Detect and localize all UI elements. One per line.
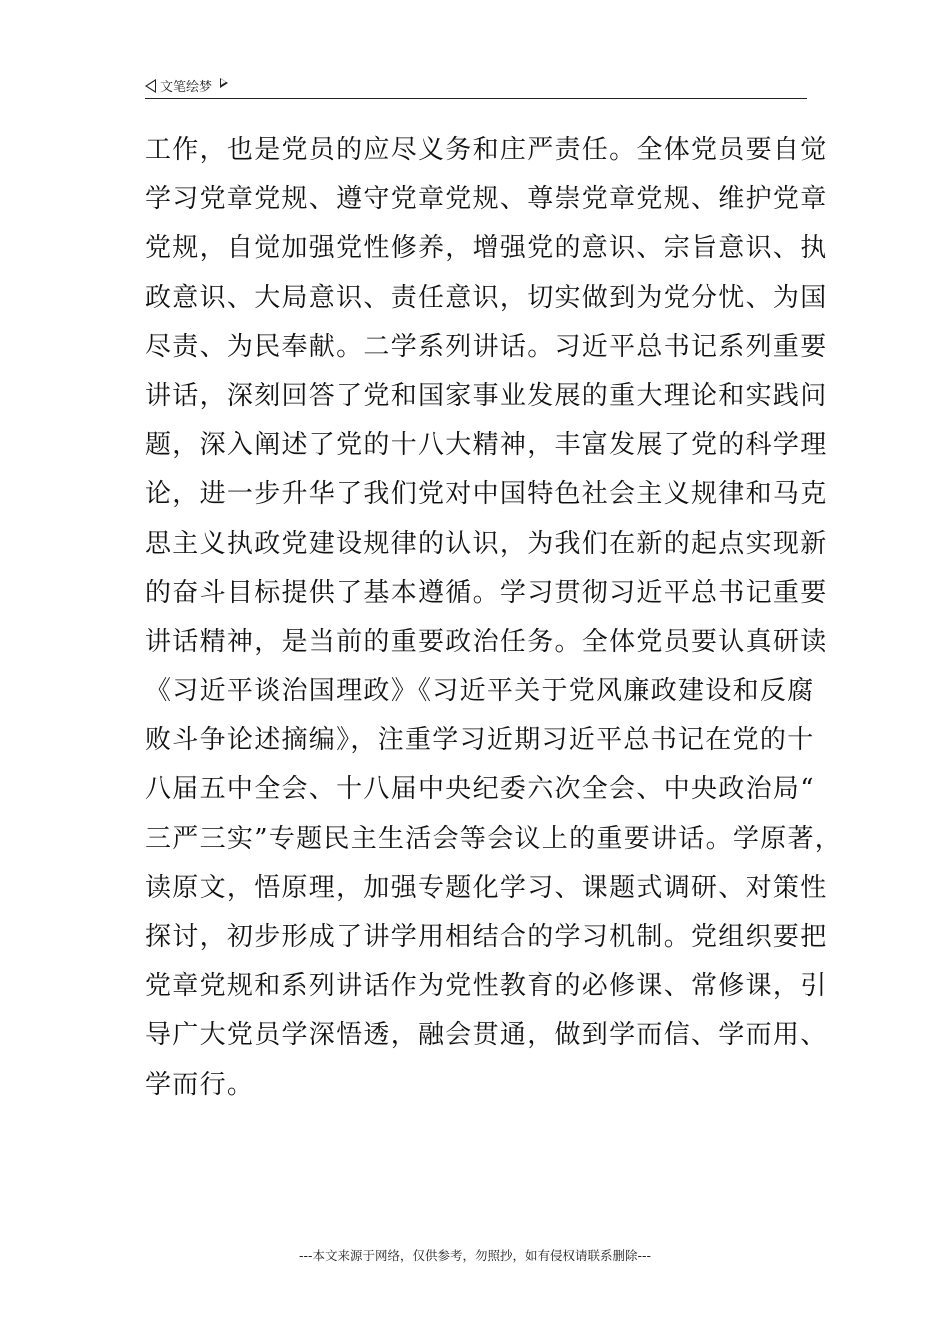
text-line: 尽责、为民奉献。二学系列讲话。习近平总书记系列重要: [145, 331, 828, 362]
text-line: 学习党章党规、遵守党章党规、尊崇党章党规、维护党章: [145, 184, 828, 215]
text-line: 讲话，深刻回答了党和国家事业发展的重大理论和实践问: [145, 380, 828, 411]
text-line: 八届五中全会、十八届中央纪委六次全会、中央政治局“: [145, 774, 815, 805]
text-line: 政意识、大局意识、责任意识，切实做到为党分忧、为国: [145, 282, 828, 313]
text-line: 学而行。: [145, 1069, 255, 1100]
header-title: 文笔绘梦: [160, 80, 213, 95]
text-line: 探讨，初步形成了讲学用相结合的学习机制。党组织要把: [145, 922, 828, 952]
text-line: 读原文，悟原理，加强专题化学习、课题式调研、对策性: [145, 872, 828, 903]
page-footer: ---本文来源于网络，仅供参考，勿照抄，如有侵权请联系删除---: [298, 1248, 652, 1263]
text-line: 论，进一步升华了我们党对中国特色社会主义规律和马克: [145, 479, 828, 510]
text-line: 党规，自觉加强党性修养，增强党的意识、宗旨意识、执: [145, 233, 828, 264]
left-triangle-icon: [145, 79, 156, 93]
text-line: 党章党规和系列讲话作为党性教育的必修课、常修课，引: [145, 971, 828, 1002]
text-line: 工作，也是党员的应尽义务和庄严责任。全体党员要自觉: [145, 135, 828, 165]
right-triangle-icon: [220, 78, 228, 88]
document-body: [145, 126, 843, 1110]
text-line: 导广大党员学深悟透，融会贯通，做到学而信、学而用、: [145, 1020, 828, 1051]
text-line: 《习近平谈治国理政》《习近平关于党风廉政建设和反腐: [145, 676, 815, 707]
text-line: 思主义执政党建设规律的认识，为我们在新的起点实现新: [145, 528, 828, 559]
text-line: 败斗争论述摘编》，注重学习近期习近平总书记在党的十: [145, 725, 815, 756]
page-header: [145, 72, 807, 99]
text-line: 讲话精神，是当前的重要政治任务。全体党员要认真研读: [145, 626, 828, 657]
text-line: 的奋斗目标提供了基本遵循。学习贯彻习近平总书记重要: [145, 577, 828, 608]
text-line: 三严三实”专题民主生活会等会议上的重要讲话。学原著，: [145, 823, 843, 854]
text-line: 题，深入阐述了党的十八大精神，丰富发展了党的科学理: [145, 430, 828, 461]
header-brand: [145, 76, 228, 95]
